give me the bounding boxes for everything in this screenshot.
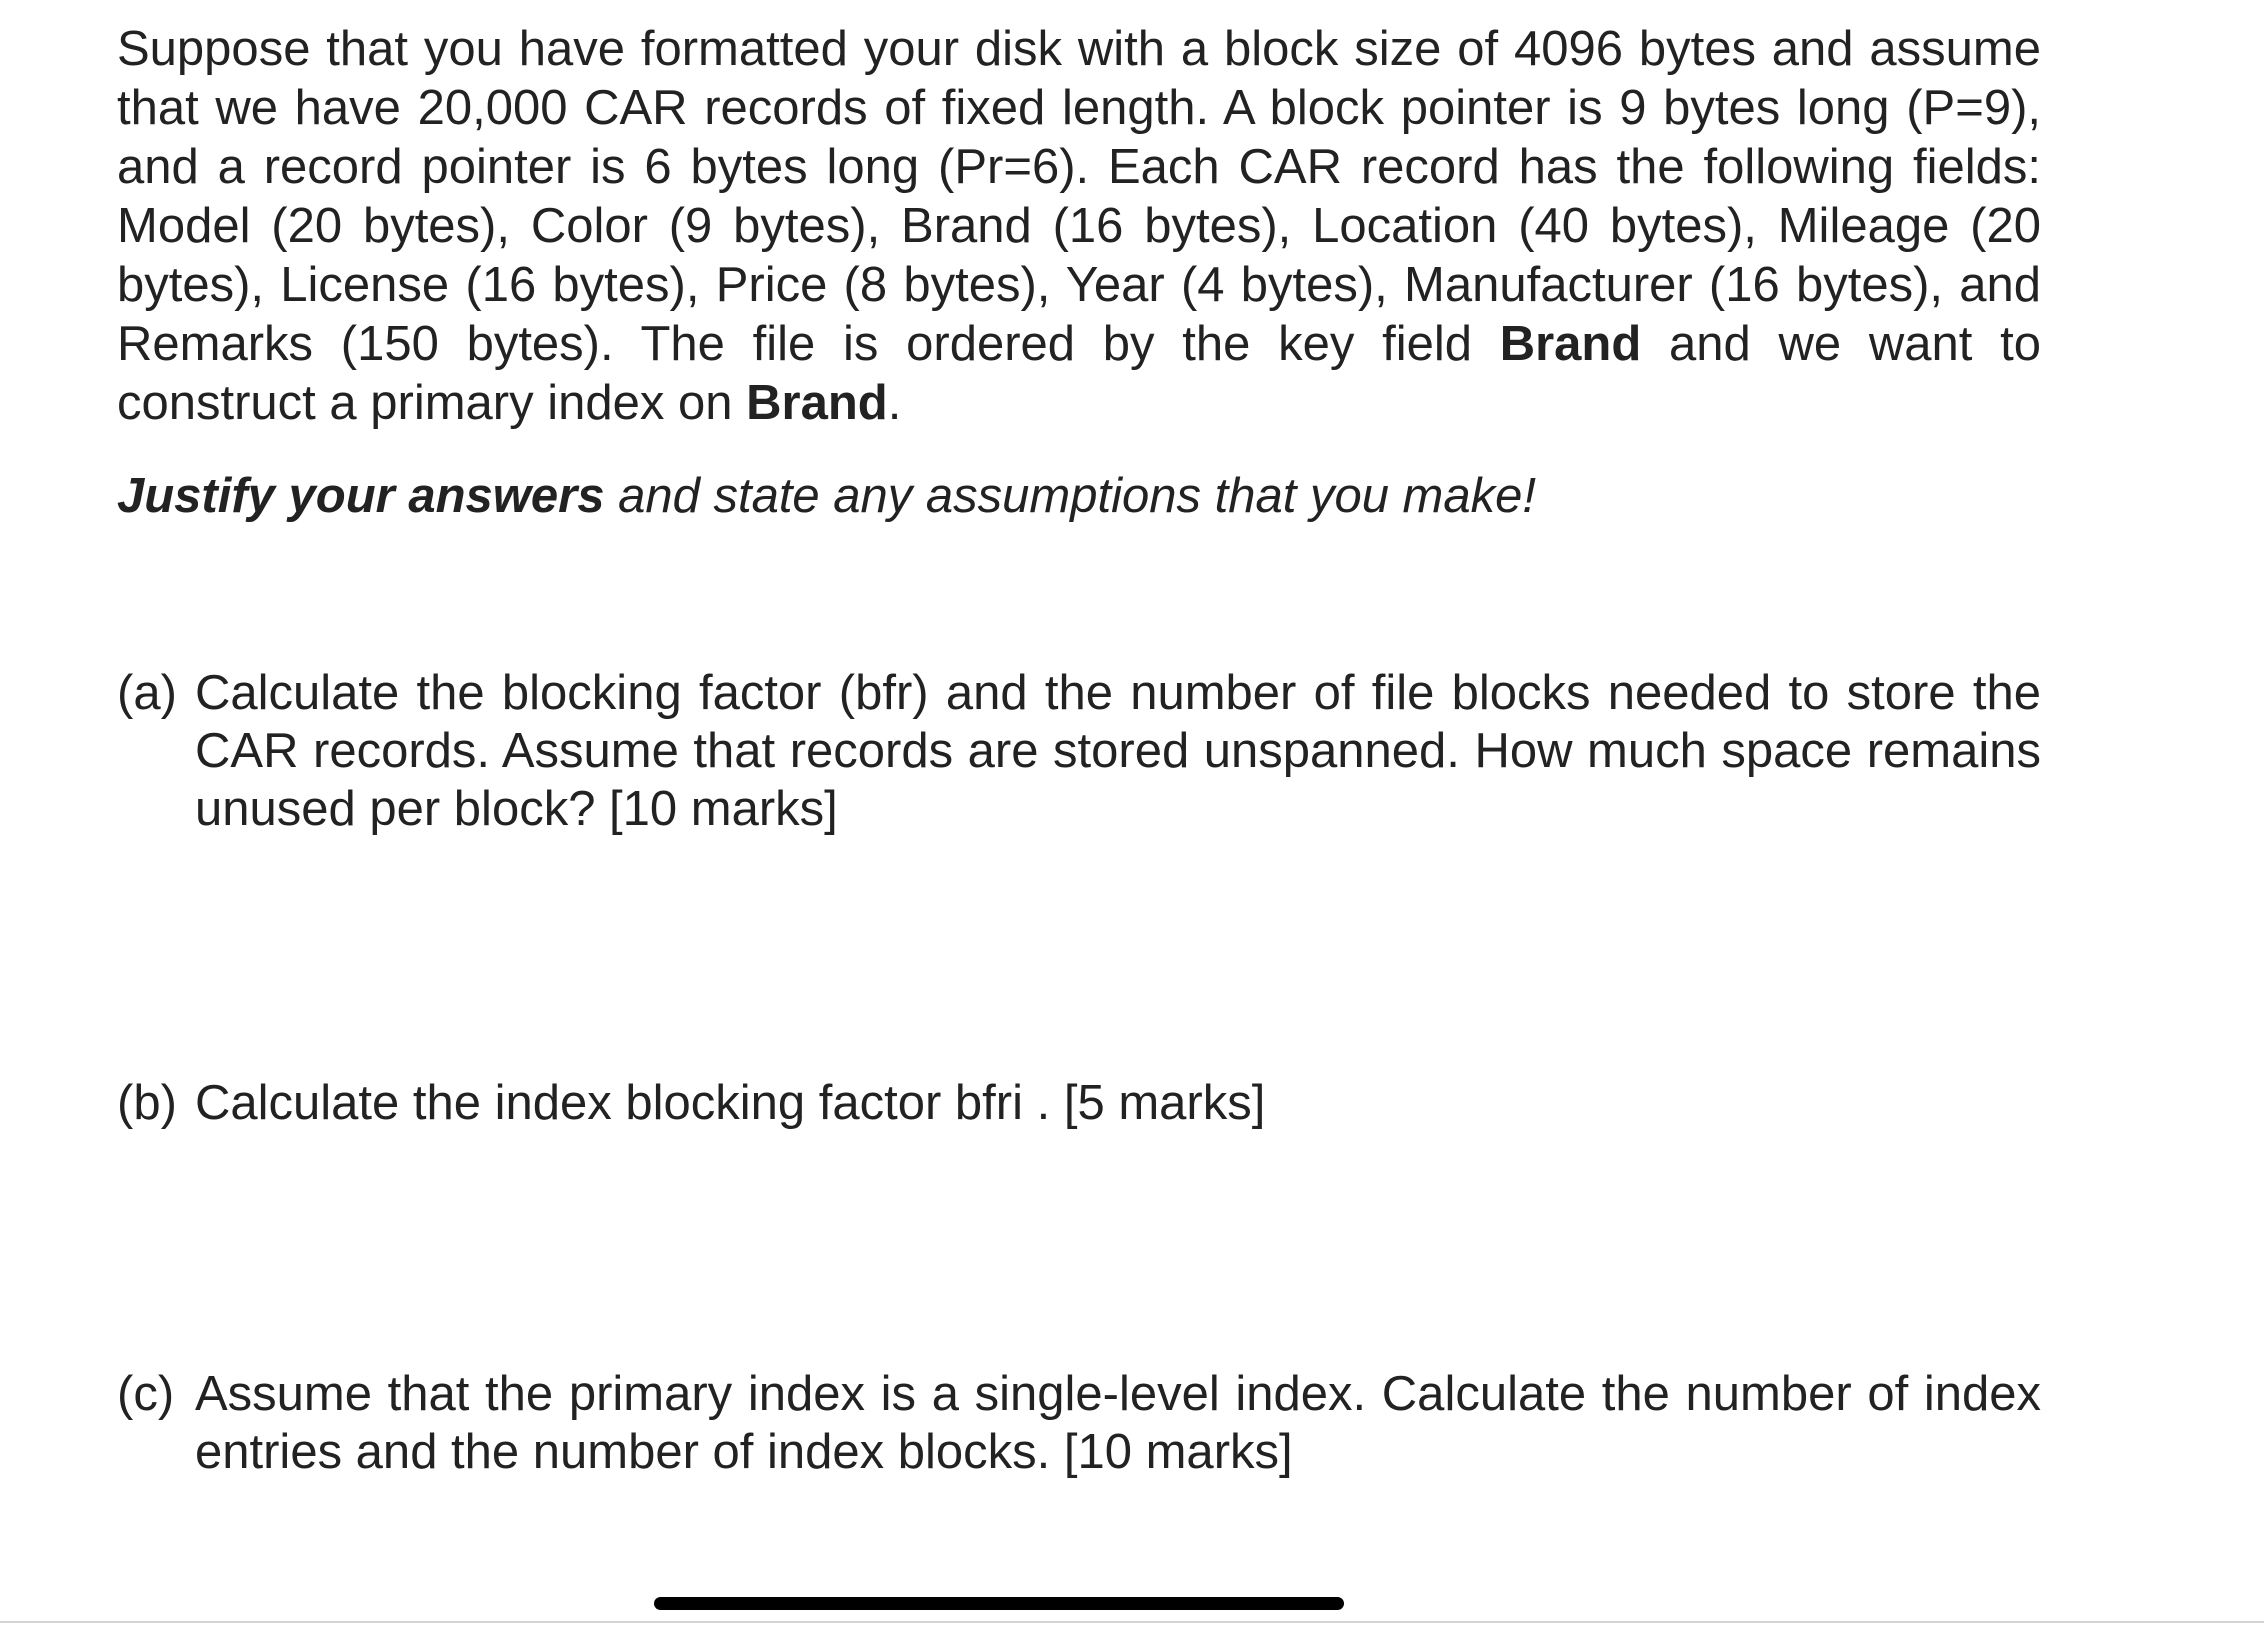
instruction-bold: Justify your answers: [117, 469, 605, 523]
instruction-rest: and state any assumptions that you make!: [604, 469, 1536, 523]
question-label: (a): [117, 666, 177, 720]
question-b: [117, 1074, 2041, 1132]
home-indicator-bar[interactable]: [654, 1597, 1344, 1610]
question-label: (c): [117, 1367, 175, 1421]
question-text: Calculate the index blocking factor bfri . [5 marks]: [195, 1076, 1266, 1130]
problem-text-part2: and we want to construct a primary index on: [117, 317, 2041, 430]
bottom-divider: [0, 1621, 2264, 1623]
key-field-brand-1: Brand: [1499, 317, 1642, 371]
question-c: [117, 1365, 2041, 1481]
instruction-note: [117, 467, 1536, 526]
question-label: (b): [117, 1076, 177, 1130]
question-a: [117, 664, 2041, 838]
question-text: Assume that the primary index is a single-level index. Calculate the number of index entries and the number of index blocks. [10 marks]: [195, 1367, 2041, 1479]
key-field-brand-2: Brand: [746, 376, 888, 430]
problem-text-part3: .: [887, 376, 902, 430]
problem-text-part1: Suppose that you have formatted your disk with a block size of 4096 bytes and assume that we have 20,000 CAR records of fixed length. A block pointer is 9 bytes long (P=9), and a record pointer is 6 bytes long (Pr=6). Each CAR record has the following fields: Model (20 bytes), Color (9 bytes), Brand (16 bytes), Location (40 bytes), Mileage (20 bytes), License (16 bytes), Price (8 bytes), Year (4 bytes), Manufacturer (16 bytes), and Remarks (150 bytes). The file is ordered by the key field: [117, 22, 2041, 371]
problem-statement: [117, 20, 2041, 433]
question-text: Calculate the blocking factor (bfr) and the number of file blocks needed to store the CAR records. Assume that records are stored unspanned. How much space remains unused per block? [10 marks]: [195, 666, 2041, 836]
